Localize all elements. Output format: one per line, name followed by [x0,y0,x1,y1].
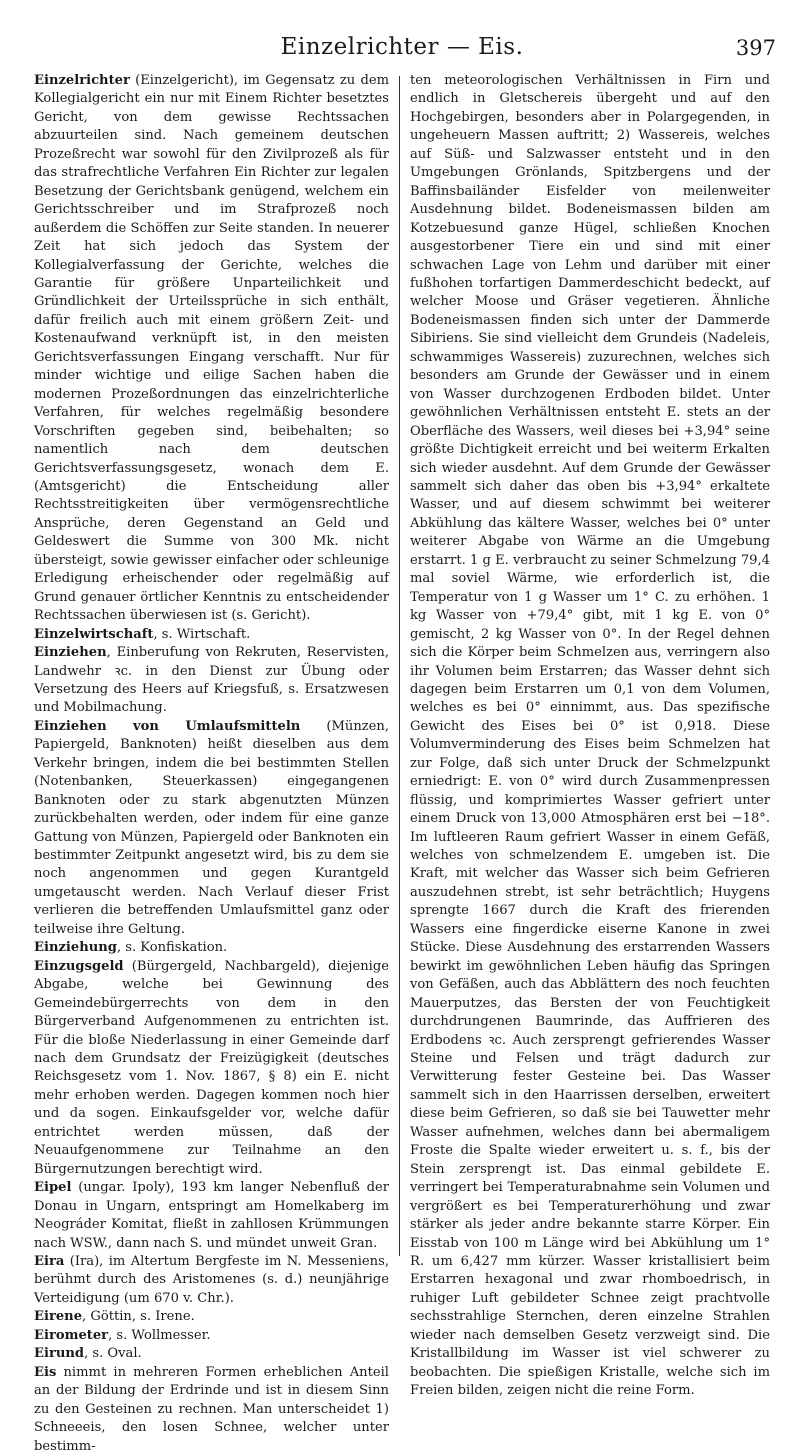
entry-text: nimmt in mehreren Formen erheblichen Anteil an der Bildung der Erdrinde und ist in diesem Sinn zu den Gesteinen zu rechnen. Man unterscheidet 1) Schneeeis, den losen Schnee, welcher unter bestimm- [34,1364,389,1454]
entry-headword: Eipel [34,1180,72,1196]
page-number: 397 [735,36,776,60]
entry-headword: Einziehen von Umlaufsmitteln [34,718,301,734]
entry-text: , Einberufung von Rekruten, Reservisten, Landwehr ꝛc. in den Dienst zur Übung oder Versetzung des Heers auf Kriegsfuß, s. Ersatzwesen und Mobilmachung. [34,645,389,716]
entry-headword: Eis [34,1364,57,1380]
entry-text: (Einzelgericht), im Gegensatz zu dem Kollegialgericht ein nur mit Einem Richter besetztes Gericht, von dem gewisse Rechtssachen abzuurteilen sind. Nach gemeinem deutschen Prozeßrecht war sowohl für den Zivilprozeß als für das strafrechtliche Verfahren Ein Richter zur legalen Besetzung der Gerichtsbank genügend, welchem ein Gerichtsschreiber und im Strafprozeß noch außerdem die Schöffen zur Seite standen. In neuerer Zeit hat sich jedoch das System der Kollegialverfassung der Gerichte, welches die Garantie für größere Unparteilichkeit und Gründlichkeit der Urteilssprüche in sich enthält, dafür freilich auch mit einem größern Zeit- und Kostenaufwand verknüpft ist, in den meisten Gerichtsverfassungen Eingang verschafft. Nur für minder wichtige und eilige Sachen haben die modernen Prozeßordnungen das einzelrichterliche Verfahren, für welches regelmäßig besondere Vorschriften gegeben sind, beibehalten; so namentlich nach dem deutschen Gerichtsverfassungsgesetz, wonach dem E. (Amtsgericht) die Entscheidung aller Rechtsstreitigkeiten über vermögensrechtliche Ansprüche, deren Gegenstand an Geld und Geldeswert die Summe von 300 Mk. nicht übersteigt, sowie gewisser einfacher oder schleunige Erledigung erheischender oder regelmäßig auf Grund genauer örtlicher Kenntnis zu entscheidender Rechtssachen überwiesen ist (s. Gericht). [34,73,389,624]
entry-headword: Einziehen [34,645,107,661]
entry-text: (Bürgergeld, Nachbargeld), diejenige Abgabe, welche bei Gewinnung des Gemeindebürgerrechts von dem in den Bürgerverband Aufgenommenen zu entrichten ist. Für die bloße Niederlassung in einer Gemeinde darf nach dem Grundsatz der Freizügigkeit (deutsches Reichsgesetz vom 1. Nov. 1867, § 8) ein E. nicht mehr erhoben werden. Dagegen kommen noch hier und da sogen. Einkaufsgelder vor, welche dafür entrichtet werden müssen, daß der Neuaufgenommene zur Teilnahme an den Bürgernutzungen berechtigt wird. [34,958,389,1177]
entry-eirometer [34,1327,389,1345]
entry-text: , s. Wollmesser. [108,1327,211,1343]
entry-headword: Einzugsgeld [34,958,124,974]
entry-text: , s. Konfiskation. [116,940,228,956]
entry-text: , s. Wirtschaft. [153,626,251,642]
left-column [34,72,389,1454]
entry-headword: Einziehung [34,940,117,956]
entry-eis [34,1364,389,1456]
entry-eirene [34,1308,389,1326]
header-title: Einzelrichter — Eis. [280,34,524,60]
entry-einziehung [34,939,389,957]
entry-einziehen-von-umlaufsmitteln [34,718,389,939]
entry-eirund [34,1345,389,1363]
entry-eis-continued: ten meteorologischen Verhältnissen in Firn und endlich in Gletschereis übergeht und auf den Hochgebirgen, besonders aber in Polargegenden, in ungeheuern Massen auftritt; 2) Wassereis, welches auf Süß- und Salzwasser entsteht und in den Umgebungen Grönlands, Spitzbergens und der Baffinsbailänder Eisfelder von meilenweiter Ausdehnung bildet. Bodeneismassen bilden am Kotzebuesund ganze Hügel, schließen Knochen ausgestorbener Tiere ein und sind mit einer schwachen Lage von Lehm und darüber mit einer fußhohen torfartigen Dammerdeschicht bedeckt, auf welcher Moose und Gräser vegetieren. Ähnliche Bodeneismassen finden sich unter der Dammerde Sibiriens. Sie sind vielleicht dem Grundeis (Nadeleis, schwammiges Wassereis) zuzurechnen, welches sich besonders am Grunde der Gewässer und in einem von Wasser durchzogenen Erdboden bildet. Unter gewöhnlichen Verhältnissen entsteht E. stets an der Oberfläche des Wassers, weil dieses bei +3,94° seine größte Dichtigkeit erreicht und bei weiterm Erkalten sich wieder ausdehnt. Auf dem Grunde der Gewässer sammelt sich daher das oben bis +3,94° erkaltete Wasser, und auf diesem schwimmt bei weiterer Abkühlung das kältere Wasser, welches bei 0° unter weiterer Abgabe von Wärme an die Umgebung erstarrt. 1 g E. verbraucht zu seiner Schmelzung 79,4 mal soviel Wärme, wie erforderlich ist, die Temperatur von 1 g Wasser um 1° C. zu erhöhen. 1 kg Wasser von +79,4° gibt, mit 1 kg E. von 0° gemischt, 2 kg Wasser von 0°. In der Regel dehnen sich die Körper beim Schmelzen aus, verringern also ihr Volumen beim Erstarren; das Wasser dehnt sich dagegen beim Erstarren um 0,1 von dem Volumen, welches es bei 0° einnimmt, aus. Das spezifische Gewicht des Eises bei 0° ist 0,918. Diese Volumverminderung des Eises beim Schmelzen hat zur Folge, daß sich unter Druck der Schmelzpunkt erniedrigt: E. von 0° wird durch Zusammenpressen flüssig, und komprimiertes Wasser gefriert unter einem Druck von 13,000 Atmosphären erst bei −18°. Im luftleeren Raum gefriert Wasser in einem Gefäß, welches von schmelzendem E. umgeben ist. Die Kraft, mit welcher das Wasser sich beim Gefrieren auszudehnen strebt, ist sehr beträchtlich; Huygens sprengte 1667 durch die Kraft des frierenden Wassers eine fingerdicke eiserne Kanone in zwei Stücke. Diese Ausdehnung des erstarrenden Wassers bewirkt im gewöhnlichen Leben häufig das Springen von Gefäßen, auch das Abblättern des noch feuchten Mauerputzes, das Bersten der von Feuchtigkeit durchdrungenen Baumrinde, das Auffrieren des Erdbodens ꝛc. Auch zersprengt gefrierendes Wasser Steine und Felsen und trägt dadurch zur Verwitterung fester Gesteine bei. Das Wasser sammelt sich in den Haarrissen derselben, erweitert diese beim Gefrieren, so daß sie bei Tauwetter mehr Wasser aufnehmen, welches dann bei abermaligem Froste die Spalte wieder erweitert u. s. f., bis der Stein zersprengt ist. Das einmal gebildete E. verringert bei Temperaturabnahme sein Volumen und vergrößert es bei Temperaturerhöhung und zwar stärker als jeder andre bekannte starre Körper. Ein Eisstab von 100 m Länge wird bei Abkühlung um 1° R. um 6,427 mm kürzer. Wasser kristallisiert beim Erstarren hexagonal und zwar rhomboedrisch, in ruhiger Luft gebildeter Schnee zeigt prachtvolle sechsstrahlige Sternchen, deren einzelne Strahlen wieder nach demselben Gesetz verzweigt sind. Die Kristallbildung im Wasser ist viel schwerer zu beobachten. Die spießigen Kristalle, welche sich im Freien bilden, zeigen nicht die reine Form. [410,73,770,1399]
entry-headword: Eirene [34,1309,83,1325]
entry-headword: Einzelwirtschaft [34,626,154,642]
entry-headword: Eirometer [34,1327,109,1343]
entry-headword: Eira [34,1254,65,1269]
entry-text: (ungar. Ipoly), 193 km langer Nebenfluß der Donau in Ungarn, entspringt am Homelkaberg im Neográder Komitat, fließt in zahllosen Krümmungen nach WSW., dann nach S. und mündet unweit Gran. [34,1180,389,1251]
entry-text: (Ira), im Altertum Bergfeste im N. Messeniens, berühmt durch des Aristomenes (s. d.) neunjährige Verteidigung (um 670 v. Chr.). [34,1254,389,1306]
entry-headword: Eirund [34,1346,85,1362]
entry-eira [34,1253,389,1308]
entry-einzelrichter [34,72,389,626]
entry-text: , Göttin, s. Irene. [82,1309,195,1325]
entry-text: (Münzen, Papiergeld, Banknoten) heißt dieselben aus dem Verkehr bringen, indem die bei bestimmten Stellen (Notenbanken, Steuerkassen) eingegangenen Banknoten oder zu stark abgenutzten Münzen zurückbehalten werden, oder indem für eine ganze Gattung von Münzen, Papiergeld oder Banknoten ein bestimmter Zeitpunkt angesetzt wird, bis zu dem sie noch angenommen und gegen Kurantgeld umgetauscht werden. Nach Verlauf dieser Frist verlieren die betreffenden Umlaufsmittel ganz oder teilweise ihre Geltung. [34,718,389,937]
entry-eipel [34,1179,389,1253]
right-column [410,72,770,1399]
entry-einzugsgeld [34,958,389,1179]
column-divider [399,76,400,1256]
running-header [28,34,776,66]
entry-einziehen [34,644,389,718]
entry-text: , s. Oval. [84,1346,142,1362]
entry-einzelwirtschaft [34,626,389,644]
entry-headword: Einzelrichter [34,73,130,88]
